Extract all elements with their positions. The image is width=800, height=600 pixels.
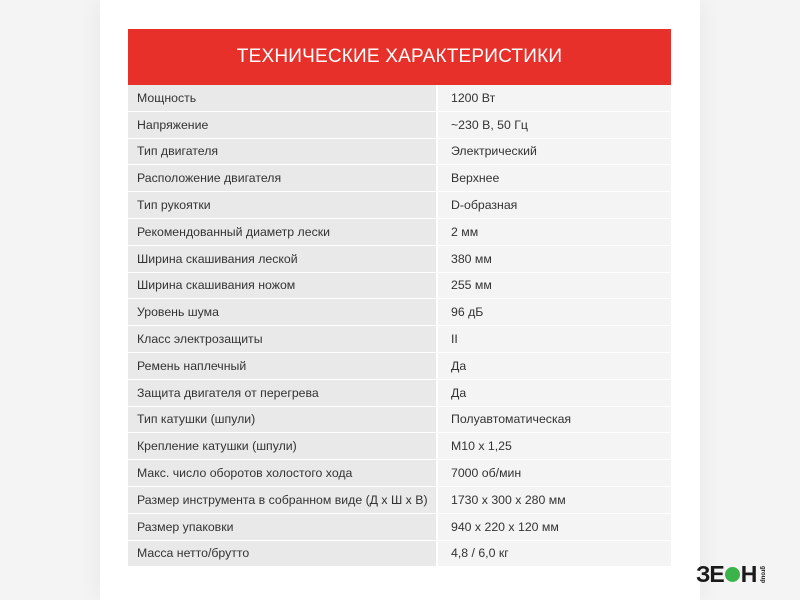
specs-rows (128, 85, 671, 567)
spec-value: 940 x 220 x 120 мм (438, 514, 671, 541)
logo-text-part1: ЗЕ (696, 561, 724, 587)
spec-value: M10 x 1,25 (438, 433, 671, 460)
spec-label: Защита двигателя от перегрева (128, 380, 438, 407)
logo-subtext: group (759, 565, 766, 583)
spec-row (128, 541, 671, 568)
spec-row (128, 246, 671, 273)
spec-row (128, 353, 671, 380)
spec-value: 2 мм (438, 219, 671, 246)
brand-logo (696, 562, 765, 586)
spec-label: Ремень наплечный (128, 353, 438, 380)
spec-row (128, 380, 671, 407)
spec-label: Мощность (128, 85, 438, 112)
spec-label: Макс. число оборотов холостого хода (128, 460, 438, 487)
spec-value: 1730 x 300 x 280 мм (438, 487, 671, 514)
spec-value: ~230 В, 50 Гц (438, 112, 671, 139)
spec-label: Ширина скашивания ножом (128, 273, 438, 300)
spec-value: Полуавтоматическая (438, 407, 671, 434)
spec-label: Тип двигателя (128, 139, 438, 166)
spec-row (128, 299, 671, 326)
spec-value: 255 мм (438, 273, 671, 300)
spec-value: II (438, 326, 671, 353)
spec-label: Тип катушки (шпули) (128, 407, 438, 434)
spec-label: Размер упаковки (128, 514, 438, 541)
spec-label: Ширина скашивания леской (128, 246, 438, 273)
spec-label: Тип рукоятки (128, 192, 438, 219)
spec-value: D-образная (438, 192, 671, 219)
spec-value: 1200 Вт (438, 85, 671, 112)
spec-label: Крепление катушки (шпули) (128, 433, 438, 460)
specs-title: ТЕХНИЧЕСКИЕ ХАРАКТЕРИСТИКИ (128, 29, 671, 85)
spec-label: Размер инструмента в собранном виде (Д х Ш х В) (128, 487, 438, 514)
spec-row (128, 165, 671, 192)
spec-row (128, 273, 671, 300)
spec-value: 96 дБ (438, 299, 671, 326)
spec-label: Уровень шума (128, 299, 438, 326)
spec-row (128, 326, 671, 353)
spec-row (128, 407, 671, 434)
logo-text-part2: Н (740, 561, 757, 587)
logo-wordmark (696, 562, 756, 586)
spec-row (128, 460, 671, 487)
spec-label: Рекомендованный диаметр лески (128, 219, 438, 246)
spec-row (128, 433, 671, 460)
logo-circle-icon (725, 567, 740, 582)
spec-value: 4,8 / 6,0 кг (438, 541, 671, 568)
spec-label: Класс электрозащиты (128, 326, 438, 353)
spec-value: Электрический (438, 139, 671, 166)
spec-value: 7000 об/мин (438, 460, 671, 487)
spec-value: Верхнее (438, 165, 671, 192)
spec-row (128, 514, 671, 541)
spec-label: Напряжение (128, 112, 438, 139)
spec-value: 380 мм (438, 246, 671, 273)
spec-row (128, 112, 671, 139)
spec-row (128, 219, 671, 246)
spec-value: Да (438, 380, 671, 407)
spec-value: Да (438, 353, 671, 380)
spec-row (128, 85, 671, 112)
spec-row (128, 192, 671, 219)
spec-row (128, 487, 671, 514)
spec-label: Масса нетто/брутто (128, 541, 438, 568)
specs-table (128, 29, 671, 567)
spec-label: Расположение двигателя (128, 165, 438, 192)
spec-row (128, 139, 671, 166)
